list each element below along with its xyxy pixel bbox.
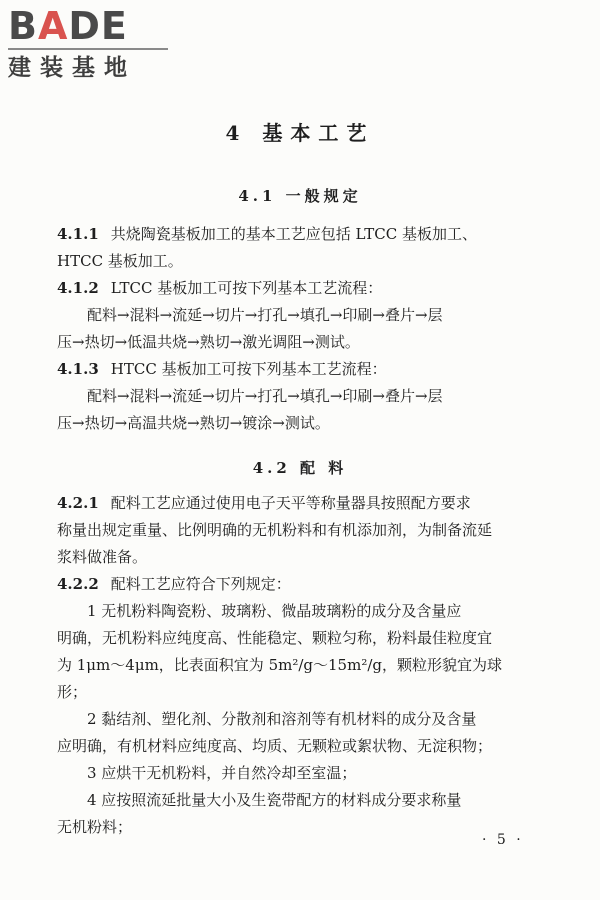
process-flow-line: 配料→混料→流延→切片→打孔→填孔→印刷→叠片→层 (87, 387, 443, 405)
list-item-3-line: 3 应烘干无机粉料，并自然冷却至室温； (87, 764, 357, 782)
list-item-2-line: 2 黏结剂、塑化剂、分散剂和溶剂等有机材料的成分及含量 (87, 710, 477, 728)
paragraph-4-1-1-line (57, 224, 477, 244)
paragraph-line: 形； (57, 683, 88, 701)
paragraph-line: 无机粉料； (57, 818, 133, 836)
paragraph-line: 明确，无机粉料应纯度高、性能稳定、颗粒匀称，粉料最佳粒度宜 (57, 629, 493, 647)
paragraph-4-2-2-line (57, 574, 291, 594)
logo-divider (8, 48, 168, 50)
clause-number: 4.1.2 (57, 279, 99, 297)
logo-letter-b: B (8, 4, 38, 48)
clause-text: LTCC 基板加工可按下列基本工艺流程： (110, 279, 383, 297)
clause-number: 4.2.1 (57, 494, 99, 512)
clause-number: 4.1.3 (57, 360, 99, 378)
clause-text: HTCC 基板加工可按下列基本工艺流程： (110, 360, 387, 378)
process-flow-line: 配料→混料→流延→切片→打孔→填孔→印刷→叠片→层 (87, 306, 443, 324)
chapter-title: 4 基本工艺 (225, 121, 375, 145)
paragraph-line: 浆料做准备。 (57, 548, 148, 566)
page-number: · 5 · (482, 832, 524, 848)
logo-letters-de: DE (68, 4, 128, 48)
clause-number: 4.2.2 (57, 575, 99, 593)
list-item-4-line: 4 应按照流延批量大小及生瓷带配方的材料成分要求称量 (87, 791, 462, 809)
paragraph-4-1-3-line (57, 359, 387, 379)
paragraph-line: 应明确，有机材料应纯度高、均质、无颗粒或絮状物、无淀积物； (57, 737, 493, 755)
section-title-4-1: 4.1 一般规定 (238, 187, 362, 205)
clause-text: 配料工艺应通过使用电子天平等称量器具按照配方要求 (110, 494, 471, 512)
process-flow-line: 压→热切→高温共烧→熟切→镀涂→测试。 (57, 414, 330, 432)
paragraph-line: 为 1μm～4μm，比表面积宜为 5m²/g～15m²/g，颗粒形貌宜为球 (57, 656, 502, 674)
bade-logo (8, 6, 178, 82)
paragraph-4-1-2-line (57, 278, 382, 298)
logo-chinese-text: 建装基地 (8, 55, 136, 81)
paragraph-4-2-1-line (57, 493, 471, 513)
logo-letter-a: A (37, 4, 69, 48)
process-flow-line: 压→热切→低温共烧→熟切→激光调阻→测试。 (57, 333, 360, 351)
clause-text: 配料工艺应符合下列规定： (110, 575, 291, 593)
paragraph-line: 称量出规定重量、比例明确的无机粉料和有机添加剂，为制备流延 (57, 521, 493, 539)
logo-wordmark (8, 6, 178, 46)
list-item-1-line: 1 无机粉料陶瓷粉、玻璃粉、微晶玻璃粉的成分及含量应 (87, 602, 462, 620)
clause-text: 共烧陶瓷基板加工的基本工艺应包括 LTCC 基板加工、 (110, 225, 478, 243)
clause-number: 4.1.1 (57, 225, 99, 243)
paragraph-line: HTCC 基板加工。 (57, 252, 183, 270)
section-title-4-2: 4.2 配 料 (252, 459, 348, 477)
